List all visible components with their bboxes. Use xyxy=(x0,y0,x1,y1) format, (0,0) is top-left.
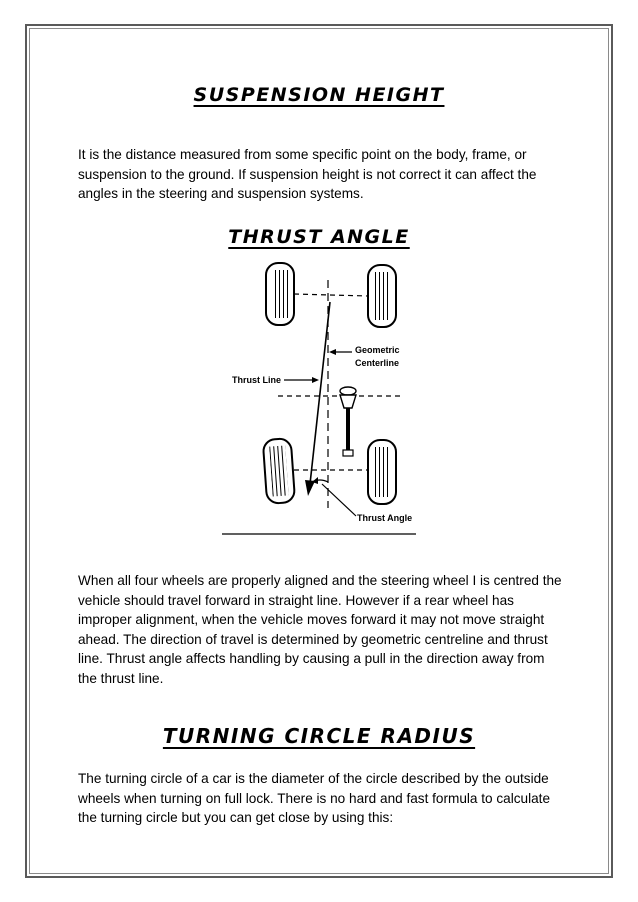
thrust-angle-label: Thrust Angle xyxy=(357,513,413,523)
thrust-angle-paragraph: When all four wheels are properly aligned and the steering wheel I is centred the vehicle should travel forward in straight line. However if a rear wheel has improper alignment, when the vehicle moves forward it may not move straight ahead. The direction of travel is determined by geometric centreline and thrust line. Thrust angle affects handling by causing a pull in the direction away from the thrust line. xyxy=(78,573,562,686)
turning-circle-heading: TURNING CIRCLE RADIUS xyxy=(162,724,476,748)
thrust-line-callout-arrow xyxy=(312,377,319,383)
centerline-label: Centerline xyxy=(355,358,400,368)
front-right-wheel xyxy=(368,265,396,327)
thrust-angle-callout xyxy=(322,484,356,516)
turning-circle-paragraph: The turning circle of a car is the diameter of the circle described by the outside wheels when turning on full lock. There is no hard and fast formula to calculate the turning circle but you can get close by using this: xyxy=(78,771,551,825)
geometric-callout-arrow xyxy=(329,349,336,355)
suspension-height-paragraph: It is the distance measured from some specific point on the body, frame, or suspension to the ground. If suspension height is not correct it can affect the angles in the steering and suspension systems. xyxy=(78,147,537,201)
thrust-line xyxy=(310,302,330,484)
thrust-angle-diagram xyxy=(222,256,418,538)
thrust-angle-heading: THRUST ANGLE xyxy=(228,226,410,248)
front-axle-line xyxy=(294,294,368,296)
front-left-wheel xyxy=(266,263,294,325)
rear-left-wheel xyxy=(263,438,295,504)
suspension-height-heading: SUSPENSION HEIGHT xyxy=(193,84,445,106)
rear-right-wheel xyxy=(368,440,396,504)
thrust-line-label: Thrust Line xyxy=(232,375,281,385)
geometric-label: Geometric xyxy=(355,345,400,355)
steering-wheel xyxy=(340,387,356,456)
